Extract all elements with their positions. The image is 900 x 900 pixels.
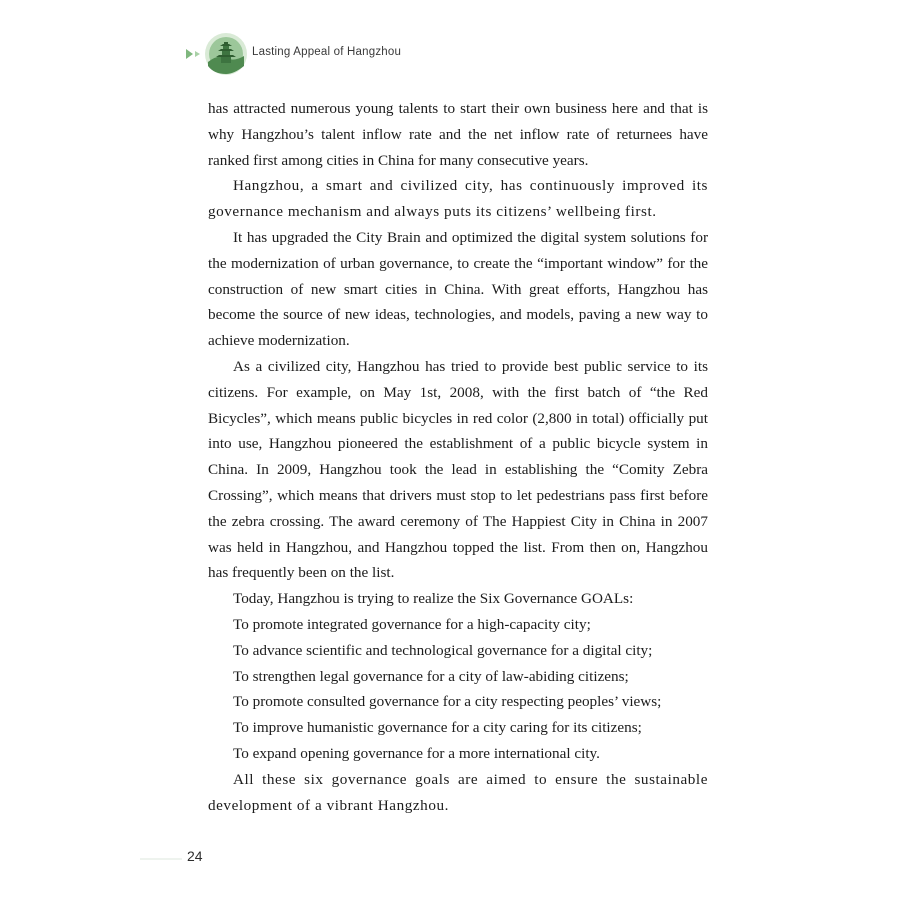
list-item: To advance scientific and technological governance for a digital city; xyxy=(233,641,653,659)
list-item: To strengthen legal governance for a city of law-abiding citizens; xyxy=(233,667,629,685)
pagoda-emblem-icon xyxy=(204,32,248,76)
list-intro: Today, Hangzhou is trying to realize the Six Governance GOALs: xyxy=(233,590,634,608)
page-number: 24 xyxy=(187,848,203,864)
double-arrow-icon xyxy=(186,47,206,59)
paragraph: Hangzhou, a smart and civilized city, has continuously improved its governance mechanism and always puts its citizens’ wellbeing first. xyxy=(208,177,708,221)
paragraph: As a civilized city, Hangzhou has tried to provide best public service to its citizens. For example, on May 1st, 2008, with the first batch of “the Red Bicycles”, which means public bicycles in red color (2,800 in total) officially put into use, Hangzhou pioneered the establishment of a public bicycle system in China. In 2009, Hangzhou took the lead in establishing the “Comity Zebra Crossing”, which means that drivers must stop to let pedestrians pass first before the zebra crossing. The award ceremony of The Happiest City in China in 2007 was held in Hangzhou, and Hangzhou topped the list. From then on, Hangzhou has frequently been on the list. xyxy=(208,357,708,582)
page-number-decoration xyxy=(140,858,182,860)
list-item: To expand opening governance for a more international city. xyxy=(233,744,600,762)
paragraph: has attracted numerous young talents to start their own business here and that is why Hangzhou’s talent inflow rate and the net inflow rate of returnees have ranked first among cities in China for many consecutive years. xyxy=(208,100,708,169)
running-header xyxy=(186,30,586,76)
paragraph: All these six governance goals are aimed to ensure the sustainable development of a vibrant Hangzhou. xyxy=(208,770,708,814)
list-item: To promote integrated governance for a high-capacity city; xyxy=(233,615,591,633)
body-text xyxy=(208,96,708,818)
paragraph: It has upgraded the City Brain and optimized the digital system solutions for the modernization of urban governance, to create the “important window” for the construction of new smart cities in China. With great efforts, Hangzhou has become the source of new ideas, technologies, and models, paving a new way to achieve modernization. xyxy=(208,228,708,350)
header-title: Lasting Appeal of Hangzhou xyxy=(252,46,402,58)
list-item: To improve humanistic governance for a city caring for its citizens; xyxy=(233,719,642,737)
list-item: To promote consulted governance for a city respecting peoples’ views; xyxy=(233,693,662,711)
